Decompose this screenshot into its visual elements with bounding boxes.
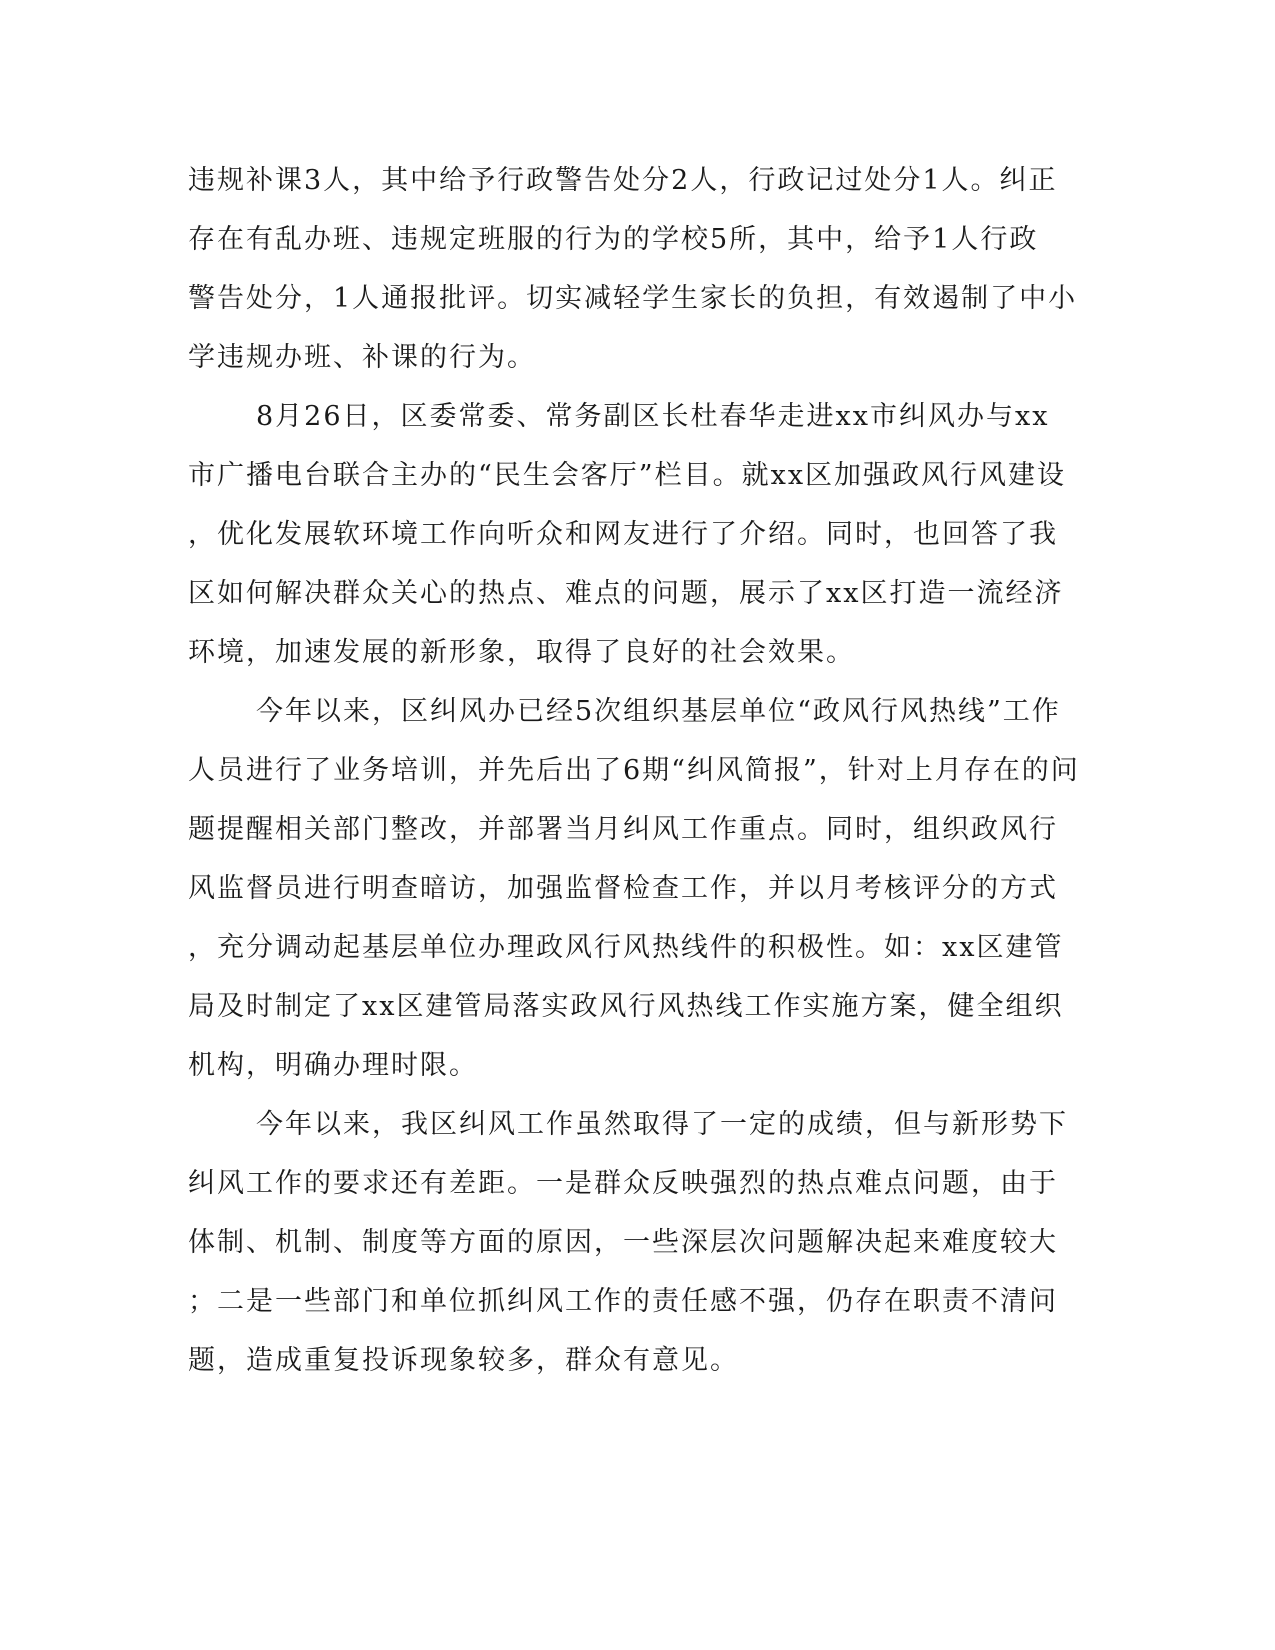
text-line: ，优化发展软环境工作向听众和网友进行了介绍。同时，也回答了我	[188, 519, 1058, 550]
text-line: 环境，加速发展的新形象，取得了良好的社会效果。	[188, 637, 855, 668]
text-line: 警告处分，1人通报批评。切实减轻学生家长的负担，有效遏制了中小	[188, 283, 1078, 314]
text-line: 学违规办班、补课的行为。	[188, 342, 536, 373]
text-line: 今年以来，区纠风办已经5次组织基层单位“政风行风热线”工作	[256, 696, 1061, 727]
text-line: 纠风工作的要求还有差距。一是群众反映强烈的热点难点问题，由于	[188, 1168, 1058, 1199]
text-line: ；二是一些部门和单位抓纠风工作的责任感不强，仍存在职责不清问	[188, 1286, 1058, 1317]
text-line: ，充分调动起基层单位办理政风行风热线件的积极性。如：xx区建管	[188, 932, 1064, 963]
text-line: 区如何解决群众关心的热点、难点的问题，展示了xx区打造一流经济	[188, 578, 1064, 609]
text-line: 违规补课3人，其中给予行政警告处分2人，行政记过处分1人。纠正	[188, 165, 1058, 196]
text-line: 8月26日，区委常委、常务副区长杜春华走进xx市纠风办与xx	[256, 401, 1050, 432]
text-line: 风监督员进行明查暗访，加强监督检查工作，并以月考核评分的方式	[188, 873, 1058, 904]
text-line: 体制、机制、制度等方面的原因，一些深层次问题解决起来难度较大	[188, 1227, 1058, 1258]
text-line: 局及时制定了xx区建管局落实政风行风热线工作实施方案，健全组织	[188, 991, 1064, 1022]
text-line: 机构，明确办理时限。	[188, 1050, 478, 1081]
text-line: 人员进行了业务培训，并先后出了6期“纠风简报”，针对上月存在的问	[188, 755, 1080, 786]
text-line: 题提醒相关部门整改，并部署当月纠风工作重点。同时，组织政风行	[188, 814, 1058, 845]
text-line: 存在有乱办班、违规定班服的行为的学校5所，其中，给予1人行政	[188, 224, 1039, 255]
text-line: 市广播电台联合主办的“民生会客厅”栏目。就xx区加强政风行风建设	[188, 460, 1067, 491]
text-line: 今年以来，我区纠风工作虽然取得了一定的成绩，但与新形势下	[256, 1109, 1068, 1140]
text-line: 题，造成重复投诉现象较多，群众有意见。	[188, 1345, 739, 1376]
